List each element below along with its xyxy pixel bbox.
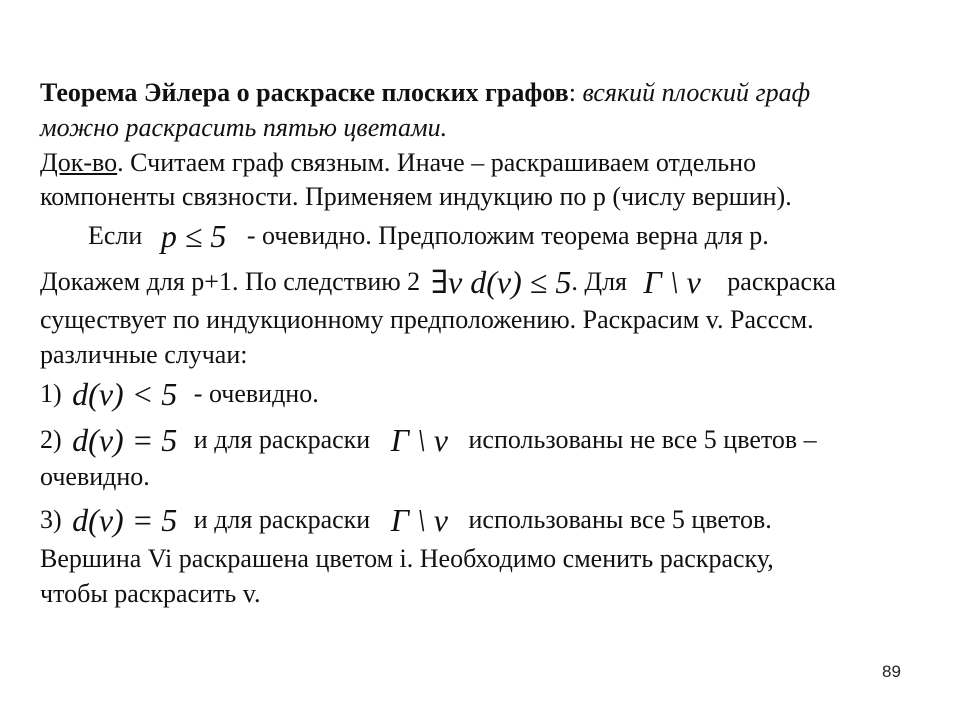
proof-line3-before: Если — [88, 221, 143, 250]
theorem-colon: : — [568, 78, 583, 107]
case-2 — [40, 424, 817, 456]
case-3-formula: d(v) = 5 — [72, 502, 178, 538]
case-3-text-mid: и для раскраски — [193, 505, 371, 534]
proof-line-6 — [40, 339, 247, 371]
proof-label: Док-во — [40, 148, 118, 177]
case-3-number: 3) — [40, 505, 62, 534]
proof-line-4 — [40, 266, 836, 298]
case-2-text-end: использованы не все 5 цветов – — [468, 425, 817, 454]
theorem-statement-part2: можно раскрасить пятью цветами. — [40, 113, 448, 142]
case-2-formula2: Γ \ v — [390, 422, 448, 458]
case-2-continuation — [40, 461, 150, 493]
theorem-title: Теорема Эйлера о раскраске плоских графов — [40, 78, 569, 107]
proof-line-3 — [88, 220, 769, 252]
case-3 — [40, 504, 772, 536]
proof-line6-text: различные случаи: — [40, 340, 248, 369]
proof-line-2 — [40, 181, 792, 213]
proof-line2-text: компоненты связности. Применяем индукцию по p (числу вершин). — [40, 182, 792, 211]
proof-line5-text: существует по индукционному предположению. Раскрасим v. Рассcм. — [40, 305, 814, 334]
closing-line-2 — [40, 578, 261, 610]
case-3-text-end: использованы все 5 цветов. — [468, 505, 772, 534]
proof-line4-middle: . Для — [571, 267, 627, 296]
proof-line4-after: раскраска — [727, 267, 836, 296]
theorem-line-2 — [40, 112, 447, 144]
formula-gamma-minus-v: Γ \ v — [643, 264, 701, 300]
theorem-line-1 — [40, 77, 810, 109]
case-1 — [40, 378, 319, 410]
proof-line1-rest: . Считаем граф связным. Иначе – раскрашиваем отдельно — [117, 148, 757, 177]
case-1-number: 1) — [40, 379, 62, 408]
case-2-formula: d(v) = 5 — [72, 422, 178, 458]
theorem-statement-part1: всякий плоский граф — [582, 78, 811, 107]
formula-p-le-5: p ≤ 5 — [160, 218, 227, 254]
case-3-formula2: Γ \ v — [390, 502, 448, 538]
case-2-number: 2) — [40, 425, 62, 454]
case-2-text-mid: и для раскраски — [193, 425, 371, 454]
case-1-formula: d(v) < 5 — [72, 376, 178, 412]
page-number: 89 — [882, 662, 901, 681]
case-2-continuation-text: очевидно. — [40, 462, 150, 491]
proof-line-5 — [40, 304, 814, 336]
closing-line-1 — [40, 543, 774, 575]
proof-line3-after: - очевидно. Предположим теорема верна для p. — [246, 221, 769, 250]
closing-line1-text: Вершина Vi раскрашена цветом i. Необходимо сменить раскраску, — [40, 544, 774, 573]
case-1-text: - очевидно. — [193, 379, 319, 408]
proof-line-1 — [40, 147, 756, 179]
closing-line2-text: чтобы раскрасить v. — [40, 579, 261, 608]
proof-line4-before: Докажем для p+1. По следствию 2 — [40, 267, 421, 296]
formula-exists-v: ∃v d(v) ≤ 5 — [430, 264, 572, 300]
